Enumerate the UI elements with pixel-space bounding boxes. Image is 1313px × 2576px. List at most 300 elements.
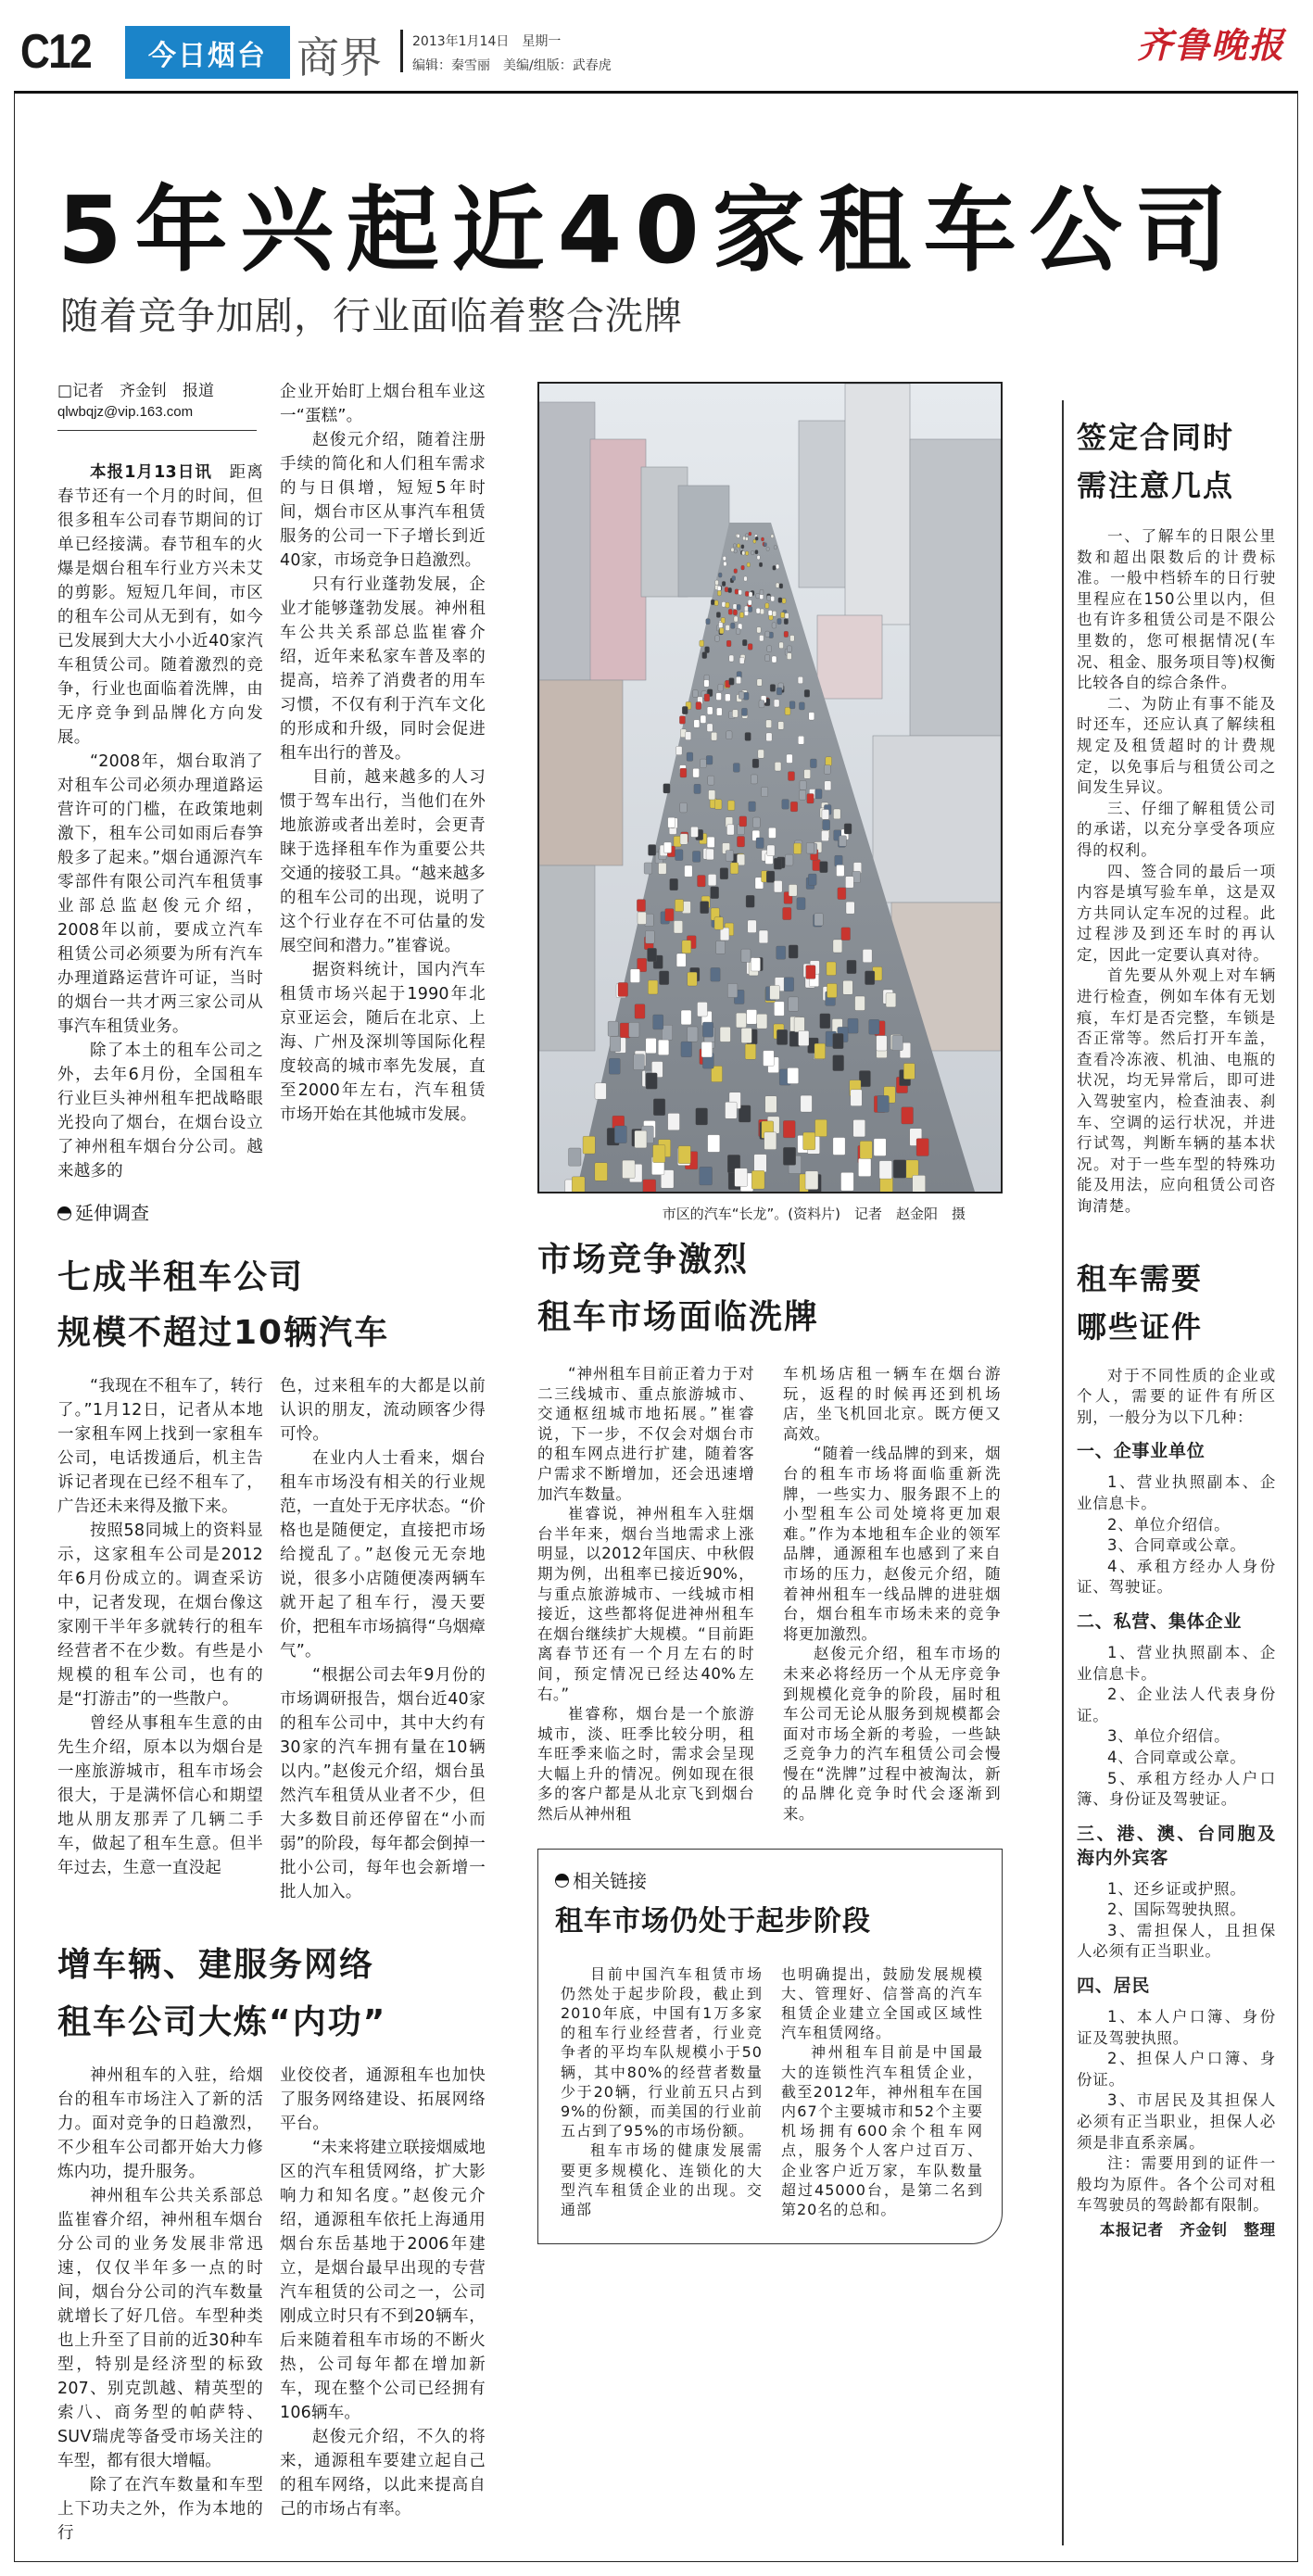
car [827,962,836,976]
survey-kicker [57,1200,486,1226]
car [774,546,776,549]
car [707,724,713,732]
survey-headline-1: 七成半租车公司 [57,1258,305,1296]
credit: 本报记者 齐金钊 整理 [1099,2221,1276,2239]
car [722,581,726,586]
paragraph: 二、为防止有事不能及时还车，还应认真了解续租规定及租赁超时的计费规定，以免事后与租赁公司之间发生异议。 [1077,694,1276,797]
car [692,851,700,862]
car [714,800,722,810]
car [806,842,814,853]
list-item: 1、营业执照副本、企业信息卡。 [1077,1643,1276,1683]
car [772,656,776,663]
car [820,1014,830,1029]
service-columns [57,2064,486,2545]
car [707,707,713,714]
car [702,1022,713,1037]
car [680,802,688,813]
car [754,1155,767,1172]
list-item: 3、市居民及其担保人必须有正当职业，担保人必须是非直系亲属。 [1077,2091,1276,2152]
car [737,604,740,610]
car [595,1083,606,1100]
paragraph: “未来将建立联接烟威地区的汽车租赁网络，扩大影响力和知名度。”赵俊元介绍，通源租车依托上海通用烟台东岳基地于2006年建立，是烟台最早出现的专营汽车租赁的公司之一，公司刚成立时只有不到20辆车，后来随着租车市场的不断火热，公司每年都在增加新车，现在整个公司已经拥有106辆车。 [280,2139,486,2422]
list-item: 5、承租方经办人户口簿、身份证及驾驶证。 [1077,1769,1276,1809]
car [844,824,852,834]
note: 注：需要用到的证件一般均为原件。各个公司对租车驾驶员的驾龄都有限制。 [1077,2154,1276,2215]
page-number: C12 [20,25,91,79]
car [820,862,828,873]
car [668,817,675,827]
car [783,1120,795,1138]
car [723,556,726,561]
car [765,1096,777,1113]
car [718,573,722,577]
car [681,1042,692,1057]
car [913,1175,926,1192]
paragraph: 神州租车公共关系部总监崔睿介绍，神州租车烟台分公司的业务发展非常迅速，仅仅半年多一点的时间，烟台分公司的汽车数量就增长了好几倍。车型种类也上升至了目前的近30种车型，特别是经济型的标致207、别克凯越、精英型的索八、商务型的帕萨特、SUV瑞虎等备受市场关注的车型，都有很大增幅。 [57,2187,263,2470]
car [841,928,851,941]
list-item: 2、国际驾驶执照。 [1107,1900,1246,1919]
lead-column-2 [280,380,486,1127]
list-item: 3、需担保人，且担保人必须有正当职业。 [1077,1921,1276,1961]
section-label: 今日烟台 [125,26,290,79]
service-column-2 [280,2064,486,2521]
car [772,623,776,628]
paragraph: “随着一线品牌的到来，烟台的租车市场将面临重新洗牌，一些实力、服务跟不上的小型租车公司处境将更加艰难。”作为本地租车企业的领军品牌，通源租车也感到了来自市场的压力，赵俊元介绍，随着神州租车一线品牌的进驻烟台，烟台租车市场未来的竞争将更加激烈。 [783,1445,1001,1643]
car [759,701,764,708]
car [776,946,786,959]
survey-columns [57,1374,486,1904]
paragraph: 赵俊元介绍，不久的将来，通源租车要建立起自己的租车网络，以此来提高自己的市场占有率。 [280,2428,486,2519]
car [886,993,896,1007]
paragraph: 除了本土的租车公司之外，去年6月份，全国租车行业巨头神州租车把战略眼光投向了烟台，在烟台设立了神州租车烟台分公司。越来越多的 [57,1042,263,1181]
car [706,849,713,860]
car [746,534,749,537]
paragraph: “根据公司去年9月份的市场调研报告，烟台近40家的租车公司中，其中大约有30家的汽车拥有量在10辆以内。”赵俊元介绍，烟台虽然汽车租赁从业者不少，但大多数目前还停留在“小而弱”的阶段，每年都会倒掉一批小公司，每年也会新增一批人加入。 [280,1666,486,1901]
car [821,830,828,840]
car [708,776,714,785]
car [826,757,832,766]
car [800,780,806,789]
group-title: 四、居民 [1077,1976,1151,1997]
car [722,601,726,607]
car [572,1177,585,1192]
group-title: 一、企事业单位 [1077,1441,1206,1462]
car [725,587,728,592]
byline-rule [57,430,257,431]
photo-caption: 市区的汽车“长龙”。(资料片) 记者 赵金阳 摄 [662,1206,966,1222]
car [739,816,747,827]
list-item: 3、合同章或公章。 [1107,1536,1246,1555]
group-title: 三、港、澳、台同胞及海内外宾客 [1077,1823,1276,1868]
paragraph: 神州租车的入驻，给烟台的租车市场注入了新的活力。面对竞争的日趋激烈，不少租车公司都开始大力修炼内功，提升服务。 [57,2066,263,2181]
car [682,941,691,953]
group-title: 二、私营、集体企业 [1077,1610,1243,1632]
car [799,790,805,800]
car [855,996,865,1010]
building [539,865,595,1051]
car [775,762,781,771]
car [877,1095,890,1112]
related-column-1 [561,1964,763,2220]
car [761,537,764,541]
car [874,1139,886,1156]
car [726,731,732,739]
car [635,1004,645,1019]
list-item: 4、承租方经办人身份证、驾驶证。 [1077,1557,1276,1597]
section-name: 商界 [297,32,382,82]
car [690,827,698,837]
car [697,1002,707,1017]
traffic-photo [539,384,1001,1192]
car [751,1170,764,1189]
car [766,720,772,728]
masthead-divider [400,30,403,72]
car [903,1064,915,1080]
car [753,817,761,827]
car [716,693,722,701]
paragraph: 在业内人士看来，烟台租车市场没有相关的行业规范，一直处于无序状态。“价格也是随便定，直接把市场给搅乱了。”赵俊元无奈地说，很多小店随便凑两辆车就开起了租车行，漫天要价，把租车市场搞得“乌烟瘴气”。 [280,1449,486,1661]
car [708,790,714,800]
byline: □记者 齐金钊 报道 [57,382,215,400]
car [726,1102,738,1118]
car [742,639,747,646]
building [910,439,1001,736]
car [764,1132,776,1150]
car [777,619,781,625]
car [768,827,776,838]
car [757,627,762,633]
car [806,966,815,979]
car [583,1136,595,1154]
car [694,784,701,793]
car [827,983,837,997]
car [799,702,804,710]
car [608,1021,618,1036]
car [646,1038,657,1053]
car [741,949,751,962]
car [716,708,722,715]
car [724,562,727,566]
building [539,680,623,865]
car [731,623,736,628]
car [759,635,764,641]
car [701,715,706,724]
related-column-2 [781,1964,983,2220]
car [749,607,752,612]
car [758,750,764,758]
car [863,949,872,962]
car [757,1014,767,1029]
car [734,616,738,622]
half-circle-icon [57,1206,71,1220]
car [736,628,740,634]
paragraph: 业佼佼者，通源租车也加快了服务网络建设、拓展网络平台。 [280,2066,486,2133]
car [748,920,757,933]
car [618,982,628,996]
car [729,678,734,686]
car [814,1043,826,1059]
car [715,636,720,642]
car [717,590,721,595]
car [766,871,775,882]
car [745,1044,756,1060]
paragraph: 目前，越来越多的人习惯于驾车出行，当他们在外地旅游或者出差时，会更青睐于选择租车作为重要公共交通的接驳工具。“越来越多的租车公司的出现，说明了这个行业存在不可估量的发展空间和潜力。”崔睿说。 [280,768,486,955]
car [764,1051,775,1067]
car [737,534,739,537]
car [741,565,745,570]
car [858,1158,871,1176]
car [741,708,747,715]
car [741,1028,751,1042]
car [646,930,655,943]
car [760,589,764,594]
paragraph: 三、仔细了解租赁公司的承诺，以充分享受各项应得的权利。 [1077,799,1276,859]
car [783,1147,795,1165]
car [693,768,700,777]
car [694,720,700,728]
car [643,1180,656,1192]
car [785,707,790,714]
car [700,759,706,768]
car [696,701,701,709]
car [697,876,705,887]
car [869,1019,879,1034]
service-headline-2: 租车公司大炼“内功” [57,2003,387,2041]
car [824,765,830,775]
car [759,930,768,943]
car [774,700,779,707]
lead-columns [57,380,486,1183]
car [833,1033,844,1048]
car [646,1073,657,1089]
car [760,594,764,600]
car [779,642,784,649]
car [742,551,745,555]
lead-column-1-wrap [57,380,263,1183]
building [590,439,646,680]
car [735,589,739,594]
documents-headline-1: 租车需要 [1077,1260,1204,1296]
car [787,653,791,660]
car [719,628,724,634]
car [765,603,769,609]
car [658,1040,669,1055]
newspaper-logo: 齐鲁晚报 [1136,24,1285,66]
list-item: 1、营业执照副本、企业信息卡。 [1077,1473,1276,1512]
reporter-email: qlwbqjz@vip.163.com [57,404,194,420]
car [749,802,756,812]
paragraph: 本报1月13日讯 距离春节还有一个月的时间，但很多租车公司春节期间的订单已经接满。春节租车的火爆是烟台租车行业方兴未艾的剪影。短短几年间，市区的租车公司从无到有，如今已发展到大大小小近40家汽车租赁公司。随着激烈的竞争，行业也面临着洗牌，由无序竞争到品牌化方向发展。 [57,463,263,747]
sidebar-divider [1062,400,1064,2545]
car [780,612,784,618]
car [776,688,782,695]
car [798,736,803,744]
car [879,1161,892,1180]
car [839,836,846,846]
car [711,967,720,981]
list-item: 1、还乡证或护照。 [1107,1879,1246,1898]
car [736,676,740,684]
car [815,1119,827,1136]
car [860,1141,872,1158]
service-headline-1: 增车辆、建服务网络 [57,1946,375,1984]
car [711,887,719,899]
car [766,733,772,741]
car [902,1107,914,1124]
car [787,754,793,763]
car [720,1027,730,1042]
car [799,1030,809,1045]
car [751,957,760,971]
car [700,1167,713,1185]
dateline-tag: 本报1月13日讯 [90,463,213,482]
car [687,752,693,761]
car [733,610,737,615]
car [734,549,737,553]
car [776,564,779,569]
car [798,676,802,684]
car [847,960,856,974]
car [693,690,699,698]
car [746,895,754,907]
car [778,722,784,730]
car [662,1025,672,1040]
car [851,1090,862,1106]
car [711,600,714,605]
car [711,732,716,740]
car [767,596,771,601]
car [716,941,726,953]
paragraph: 除了在汽车数量和车型上下功夫之外，作为本地的行 [57,2476,263,2543]
car [688,1027,698,1042]
car [637,900,645,912]
car [790,636,795,642]
car [736,1013,746,1028]
car [774,1002,784,1017]
car [704,694,710,701]
car [779,584,783,588]
building [845,384,910,625]
car [794,1017,804,1032]
car [789,884,797,896]
paragraph: 车机场店租一辆车在烟台游玩，返程的时候再还到机场店，坐飞机回北京。既方便又高效。 [783,1365,1001,1443]
car [674,921,683,934]
list-item: 1、本人户口簿、身份证及驾驶执照。 [1077,2008,1276,2047]
lead-column-1 [57,461,263,1183]
half-circle-icon [555,1874,569,1888]
car [663,784,670,793]
car [708,874,716,885]
car [853,1119,865,1137]
competition-headline-1: 市场竞争激烈 [537,1241,750,1279]
car [823,820,830,830]
car [782,599,786,604]
car [742,537,745,540]
related-link-box [537,1849,1003,2245]
paragraph: 对于不同性质的企业或个人，需要的证件有所区别，一般分为以下几种： [1077,1366,1276,1426]
car [739,590,742,595]
car [623,1160,636,1178]
paragraph: 首先要从外观上对车辆进行检查，例如车体有无划痕，车灯是否完整，车锁是否正常等。然后打开车盖，查看冷冻液、机油、电瓶的状况，均无异常后，即可进入驾驶室内，检查油表、刹车、空调的运行状况，并进行试驾，判断车辆的基本状况。对于一些车型的特殊功能及用法，应向租赁公司咨询清楚。 [1077,966,1276,1215]
car [765,631,770,637]
paragraph: “我现在不租车了，转行了。”1月12日，记者从本地一家租车网上找到一家租车公司，电话拨通后，机主告诉记者现在已经不租车了，广告还未来得及撤下来。 [57,1377,263,1516]
related-headline: 租车市场仍处于起步阶段 [555,1904,871,1938]
car [696,1108,708,1125]
car [715,580,719,585]
car [649,845,656,856]
car [726,602,729,608]
car [776,1029,787,1044]
main-subheadline: 随着竞争加剧，行业面临着整合洗牌 [60,294,683,338]
car [701,1042,713,1057]
car [732,575,736,580]
car [782,800,789,810]
car [732,710,738,717]
car [774,880,782,892]
car [810,759,816,768]
car [717,586,721,590]
car [838,888,846,900]
car [804,769,811,778]
car [789,945,798,958]
car [659,863,667,874]
car [682,706,688,713]
car [785,854,792,865]
paragraph: 据资料统计，国内汽车租赁市场兴起于1990年北京亚运会，随后在北京、上海、广州及深圳等国际化程度较高的城市率先发展，直至2000年左右，汽车租赁市场开始在其他城市发展。 [280,961,486,1124]
car [644,863,652,874]
car [648,948,657,961]
tips-headline-2: 需注意几点 [1077,468,1235,503]
paragraph: 企业开始盯上烟台租车业这一“蛋糕”。 [280,383,486,425]
car [789,701,795,709]
competition-column-2 [783,1364,1001,1825]
car [756,593,760,599]
car [610,1036,621,1051]
car [760,609,764,614]
car [727,983,738,997]
car [768,610,772,615]
car [653,1015,663,1029]
paragraph: “神州租车目前正着力于对二三线城市、重点旅游城市、交通枢纽城市地拓展。”崔睿说，下一步，不仅会对烟台市的租车网点进行扩建，随着客户需求不断增加，还会迅速增加汽车数量。 [537,1365,754,1503]
car [748,644,752,650]
car [726,625,730,630]
car [701,902,709,914]
kicker-label: 延伸调查 [75,1202,149,1224]
car [675,900,683,912]
car [767,646,772,652]
list-item: 2、企业法人代表身份证。 [1077,1686,1276,1724]
car [704,680,710,688]
car [771,535,774,538]
car [726,851,733,862]
car [734,569,738,574]
issue-date: 2013年1月14日 星期一 [412,34,562,49]
car [720,868,728,879]
car [630,969,639,983]
car [749,532,751,536]
car [788,772,794,781]
car [745,537,748,540]
survey-headline-2: 规模不超过10辆汽车 [57,1314,390,1352]
car [745,591,749,596]
car [785,613,789,619]
car [718,684,724,691]
car [733,604,737,610]
car [893,1160,906,1178]
car [735,1168,748,1187]
car [728,587,732,592]
car [679,716,685,725]
